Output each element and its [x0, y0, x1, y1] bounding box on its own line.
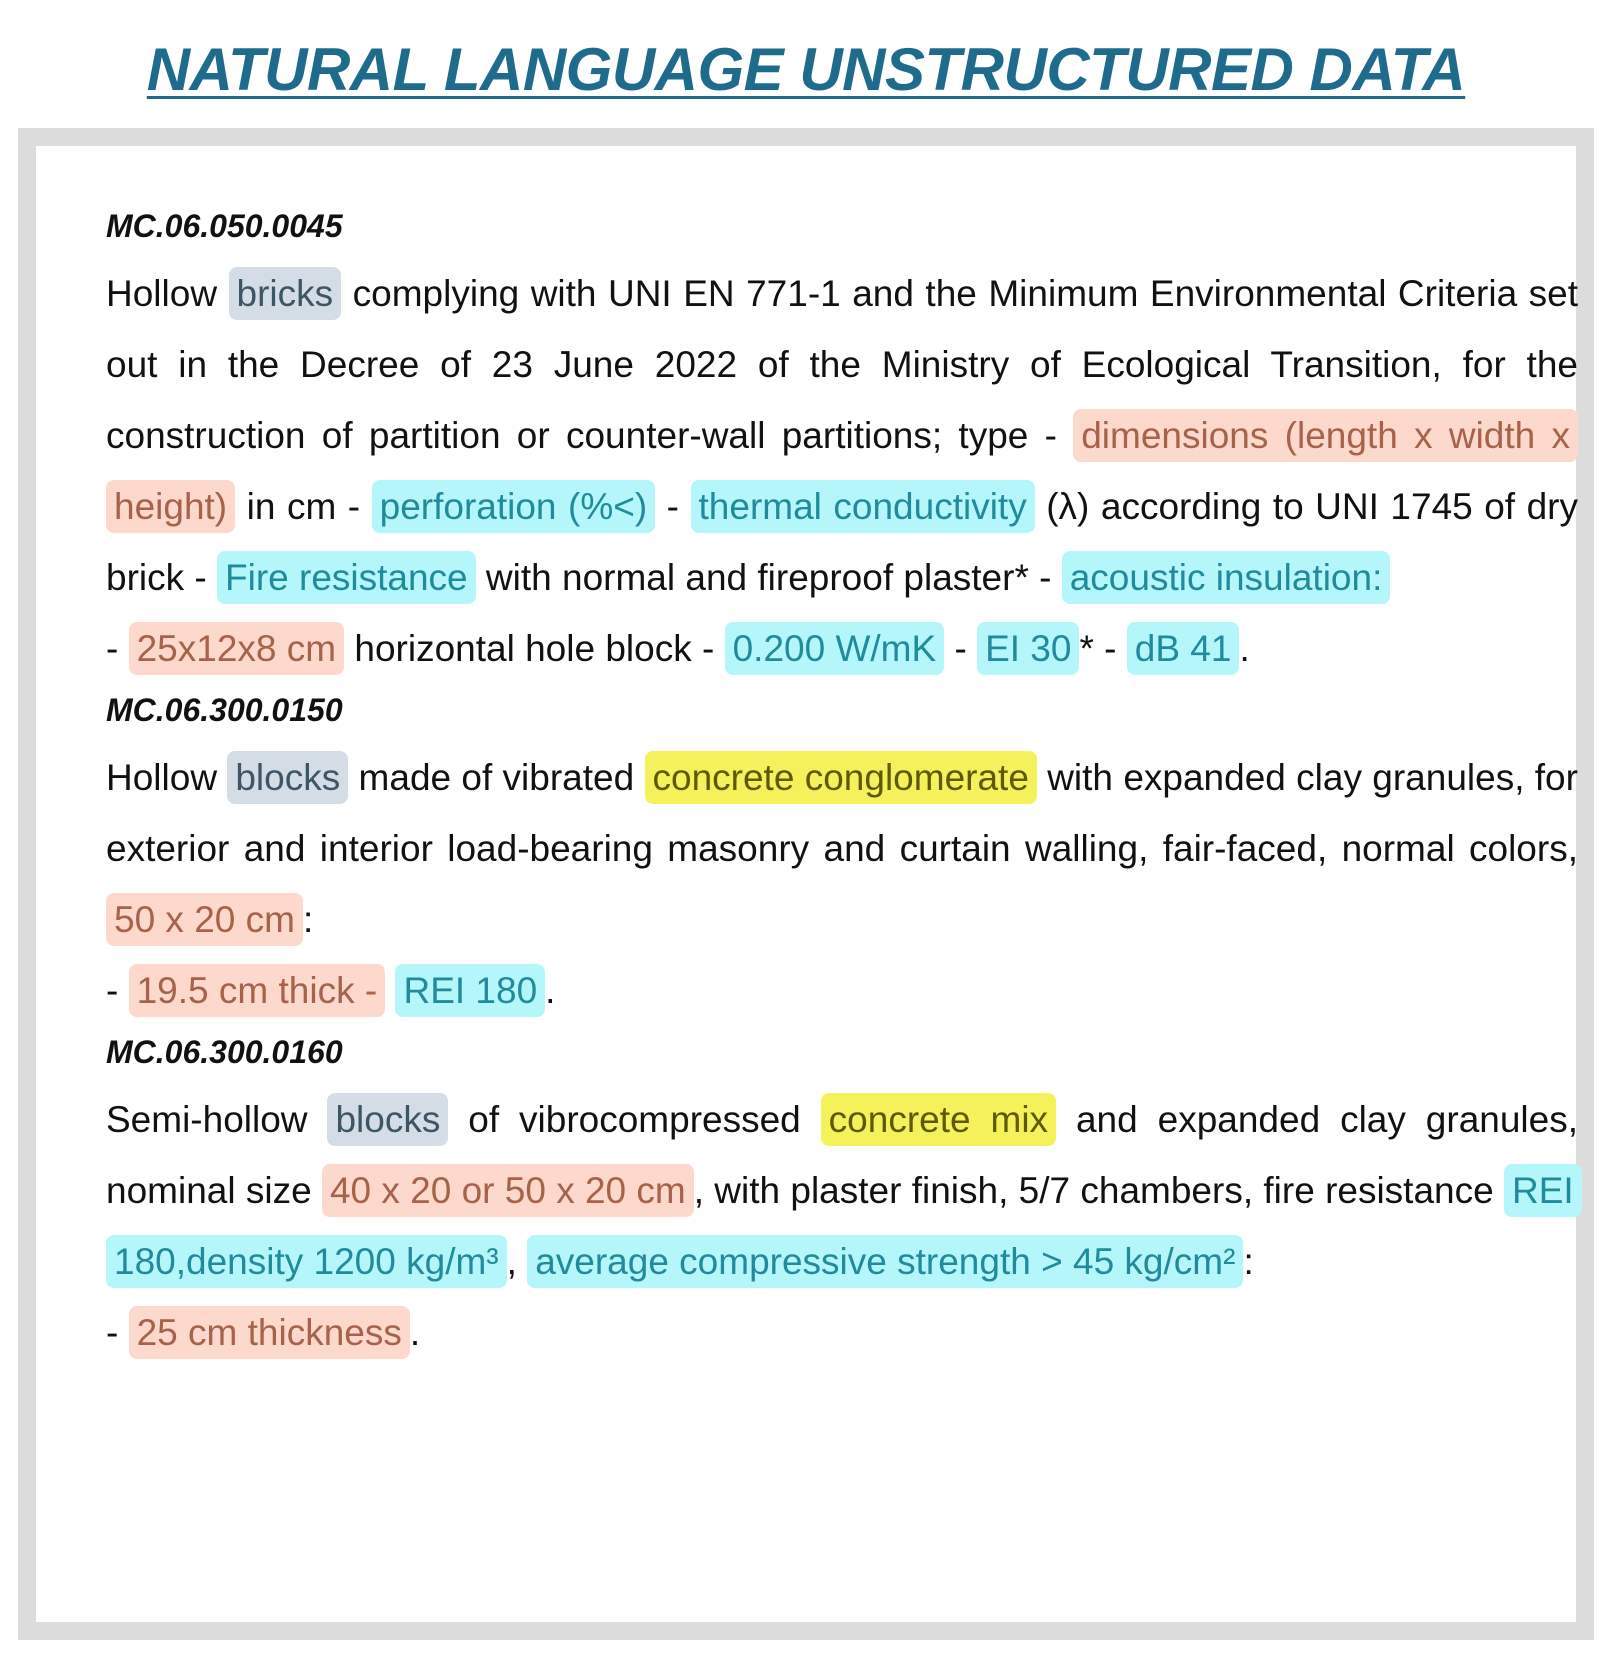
highlight-material: concrete conglomerate	[645, 751, 1037, 804]
text-segment: -	[106, 1312, 129, 1353]
text-segment	[385, 970, 395, 1011]
highlight-object: bricks	[229, 267, 342, 320]
document-content	[106, 206, 1578, 1374]
highlight-property: average compressive strength > 45 kg/cm²	[527, 1235, 1243, 1288]
text-segment: of vibrocompressed	[448, 1099, 821, 1140]
text-segment: -	[106, 970, 129, 1011]
entry-variant	[106, 613, 1578, 684]
entry-description	[106, 1084, 1578, 1297]
highlight-material: concrete mix	[821, 1093, 1056, 1146]
highlight-property: dB 41	[1127, 622, 1240, 675]
highlight-dimension: 50 x 20 cm	[106, 893, 303, 946]
highlight-property: EI 30	[977, 622, 1079, 675]
entry-description	[106, 258, 1578, 613]
highlight-dimension: 25x12x8 cm	[129, 622, 345, 675]
text-segment: (λ) according to UNI 1745 of dry brick -	[106, 486, 1578, 598]
text-segment: Semi-hollow	[106, 1099, 328, 1140]
text-segment: with normal and fireproof plaster* -	[475, 557, 1062, 598]
text-segment: in cm -	[235, 486, 372, 527]
highlight-object: blocks	[227, 751, 348, 804]
text-segment: Hollow	[106, 273, 229, 314]
highlight-dimension: 19.5 cm thick -	[129, 964, 386, 1017]
text-segment: horizontal hole block -	[344, 628, 725, 669]
highlight-property: 0.200 W/mK	[725, 622, 945, 675]
text-segment: :	[1243, 1241, 1254, 1282]
entry-mc-06-300-0160	[106, 1032, 1578, 1368]
text-segment: * -	[1079, 628, 1127, 669]
page-title: NATURAL LANGUAGE UNSTRUCTURED DATA	[146, 36, 1466, 104]
entry-mc-06-050-0045	[106, 206, 1578, 684]
highlight-dimension: 25 cm thickness	[129, 1306, 410, 1359]
text-segment: made of vibrated	[348, 757, 645, 798]
text-segment: .	[545, 970, 556, 1011]
text-segment: complying with UNI EN 771-1 and the Minimum Environmental Criteria set out in the Decree of 23 June 2022 of the Ministry of Ecological Transition, for the construction of partition or counter-wall partitions; type -	[106, 273, 1578, 456]
text-segment: Hollow	[106, 757, 228, 798]
entry-variant	[106, 1297, 1578, 1368]
text-segment: .	[409, 1312, 421, 1353]
highlight-property: perforation (%<)	[372, 480, 656, 533]
text-segment: with expanded clay granules, for exterior and interior load-bearing masonry and curtain walling, fair-faced, normal colors,	[106, 757, 1578, 869]
highlight-dimension: dimensions (length x width x height)	[106, 409, 1578, 533]
text-segment: , with plaster finish, 5/7 chambers, fire resistance	[693, 1170, 1504, 1211]
highlight-property: thermal conductivity	[691, 480, 1035, 533]
entry-code: MC.06.050.0045	[106, 208, 343, 244]
text-segment: -	[944, 628, 978, 669]
entry-mc-06-300-0150	[106, 690, 1578, 1026]
highlight-property: Fire resistance	[217, 551, 476, 604]
entry-code: MC.06.300.0160	[106, 1034, 343, 1070]
entry-description	[106, 742, 1578, 955]
text-segment: ,	[506, 1241, 528, 1282]
text-segment: -	[655, 486, 691, 527]
highlight-property: acoustic insulation:	[1062, 551, 1391, 604]
highlight-property: REI 180,density 1200 kg/m³	[106, 1164, 1582, 1288]
entry-variant	[106, 955, 1578, 1026]
text-segment: .	[1239, 628, 1250, 669]
highlight-dimension: 40 x 20 or 50 x 20 cm	[322, 1164, 694, 1217]
document-frame	[18, 128, 1594, 1640]
text-segment: -	[106, 628, 129, 669]
highlight-object: blocks	[327, 1093, 448, 1146]
highlight-property: REI 180	[395, 964, 545, 1017]
entry-code: MC.06.300.0150	[106, 692, 343, 728]
text-segment: :	[302, 899, 314, 940]
text-segment: and expanded clay granules, nominal size	[106, 1099, 1578, 1211]
